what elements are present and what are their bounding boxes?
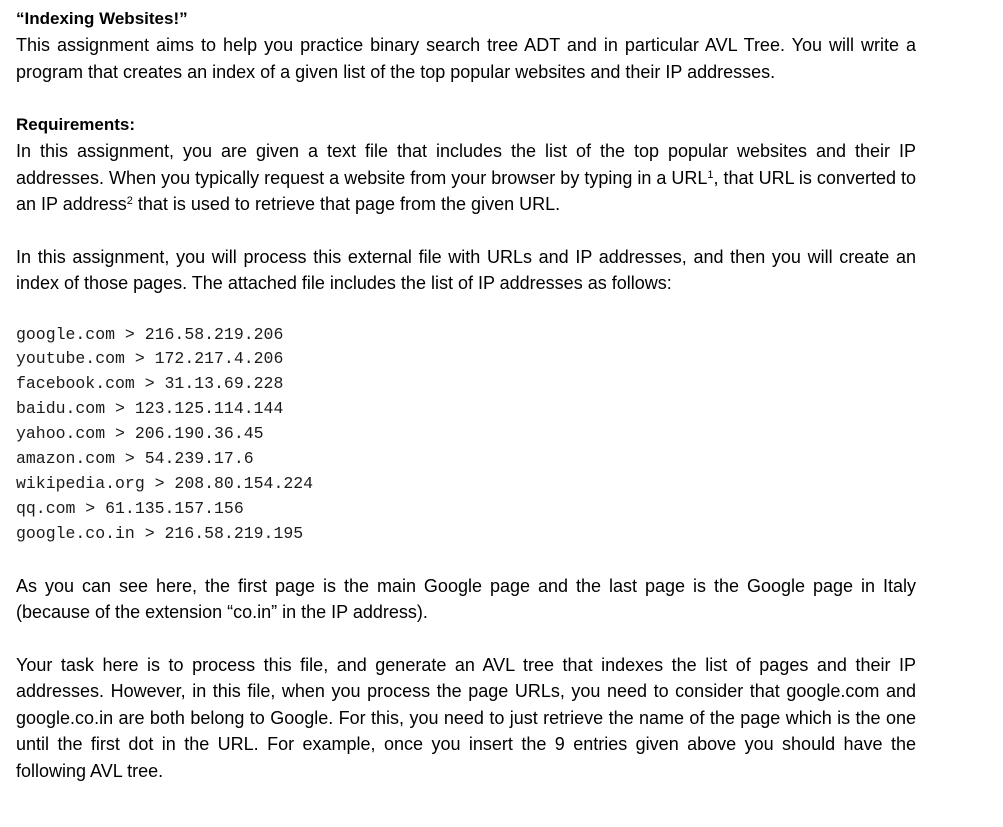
requirements-text-part3: that is used to retrieve that page from the given URL. xyxy=(132,194,561,214)
list-item: google.co.in > 216.58.219.195 xyxy=(16,523,304,543)
list-item: youtube.com > 172.217.4.206 xyxy=(16,349,284,369)
requirements-text-part2: , that URL is converted to an IP address xyxy=(16,167,916,214)
website-ip-list xyxy=(16,323,916,547)
list-item: google.com > 216.58.219.206 xyxy=(16,324,284,344)
list-item: amazon.com > 54.239.17.6 xyxy=(16,449,254,469)
list-item: wikipedia.org > 208.80.154.224 xyxy=(16,473,314,493)
list-item: yahoo.com > 206.190.36.45 xyxy=(16,424,264,444)
document-body xyxy=(16,6,916,784)
example-paragraph: As you can see here, the first page is the main Google page and the last page is the Google page in Italy (because of the extension “co.in” in the IP address). xyxy=(16,575,916,623)
footnote-ref-2: 2 xyxy=(126,195,133,207)
spacer xyxy=(16,297,916,323)
requirements-text-part1: In this assignment, you are given a text file that includes the list of the top popular websites and their IP addresses. When you typically request a website from your browser by typing in a URL xyxy=(16,141,916,188)
requirements-paragraph xyxy=(16,138,916,218)
process-paragraph: In this assignment, you will process this external file with URLs and IP addresses, and then you will create an index of those pages. The attached file includes the list of IP addresses as follows: xyxy=(16,246,916,293)
footnote-ref-1: 1 xyxy=(707,168,714,181)
spacer xyxy=(16,218,916,244)
list-item: baidu.com > 123.125.114.144 xyxy=(16,399,284,419)
requirements-heading: Requirements: xyxy=(16,115,136,134)
task-paragraph: Your task here is to process this file, and generate an AVL tree that indexes the list of pages and their IP addresses. However, in this file, when you process the page URLs, you need to consider that google.com and google.co.in are both belong to Google. For this, you need to just retrieve the name of the page which is the one until the first dot in the URL. For example, once you insert the 9 entries given above you should have the following AVL tree. xyxy=(16,654,916,781)
list-item: facebook.com > 31.13.69.228 xyxy=(16,374,284,394)
spacer xyxy=(16,547,916,573)
document-title: “Indexing Websites!” xyxy=(16,9,188,28)
spacer xyxy=(16,626,916,652)
list-item: qq.com > 61.135.157.156 xyxy=(16,498,244,518)
spacer xyxy=(16,85,916,112)
intro-paragraph: This assignment aims to help you practice binary search tree ADT and in particular AVL Tree. You will write a program that creates an index of a given list of the top popular websites and their IP addresses. xyxy=(16,35,916,82)
